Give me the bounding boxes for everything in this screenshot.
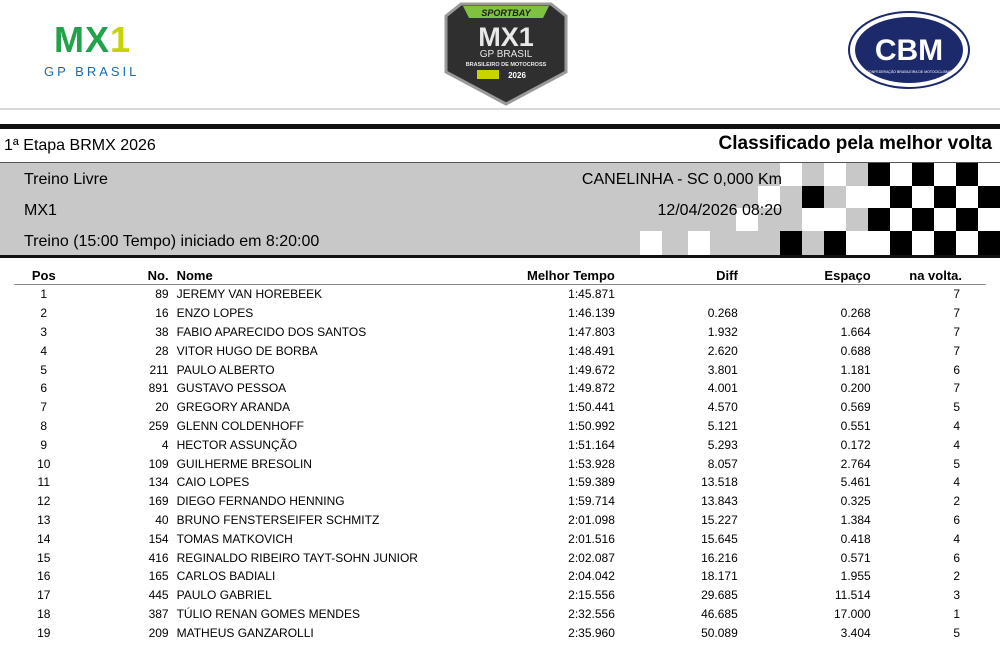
cell-diff: 13.518	[701, 475, 738, 490]
mx1-gp-brasil-2026-badge	[441, 2, 571, 106]
cell-no: 28	[155, 343, 169, 358]
cell-lap: 4	[953, 437, 960, 452]
cell-no: 154	[148, 531, 169, 546]
cell-best: 2:04.042	[568, 569, 615, 584]
table-row	[14, 285, 986, 304]
svg-text:CONFEDERAÇÃO BRASILEIRA DE MOT: CONFEDERAÇÃO BRASILEIRA DE MOTOCICLISMO	[866, 70, 952, 74]
cell-diff: 1.932	[707, 324, 738, 339]
col-best-header: Melhor Tempo	[527, 267, 615, 283]
cell-no: 109	[148, 456, 169, 471]
col-gap-header: Espaço	[824, 267, 871, 283]
svg-text:MX1: MX1	[478, 22, 534, 52]
cell-name: HECTOR ASSUNÇÃO	[176, 437, 298, 452]
table-row	[14, 605, 986, 624]
results-table	[14, 266, 986, 642]
cell-no: 891	[148, 381, 169, 396]
cell-best: 2:02.087	[568, 550, 615, 565]
cell-diff: 15.645	[701, 531, 738, 546]
cell-best: 1:51.164	[568, 437, 615, 452]
cell-pos: 19	[37, 625, 51, 640]
cell-gap: 2.764	[840, 456, 871, 471]
cell-name: DIEGO FERNANDO HENNING	[176, 494, 345, 509]
table-header-row	[14, 266, 986, 285]
cell-best: 1:46.139	[568, 306, 615, 321]
cell-best: 1:48.491	[568, 343, 615, 358]
table-row	[14, 567, 986, 586]
cell-gap: 1.181	[840, 362, 871, 377]
cell-diff: 5.121	[707, 418, 738, 433]
cell-best: 2:01.516	[568, 531, 615, 546]
cell-pos: 18	[37, 606, 51, 621]
cell-diff: 16.216	[701, 550, 738, 565]
cell-pos: 14	[37, 531, 51, 546]
cell-best: 1:50.441	[568, 400, 615, 415]
cell-name: ENZO LOPES	[176, 306, 254, 321]
cell-best: 1:59.714	[568, 494, 615, 509]
cell-diff: 15.227	[701, 512, 738, 527]
table-row	[14, 341, 986, 360]
cell-gap: 0.418	[840, 531, 871, 546]
cell-name: BRUNO FENSTERSEIFER SCHMITZ	[176, 512, 380, 527]
cell-name: CARLOS BADIALI	[176, 569, 276, 584]
cell-name: GREGORY ARANDA	[176, 400, 291, 415]
cell-diff: 3.801	[707, 362, 738, 377]
cell-lap: 6	[953, 362, 960, 377]
cell-gap: 17.000	[833, 606, 871, 621]
cell-pos: 2	[40, 306, 48, 321]
cell-name: VITOR HUGO DE BORBA	[176, 343, 318, 358]
mx1-gp-brasil-logo: MX1 GP BRASIL	[44, 19, 140, 79]
table-row	[14, 323, 986, 342]
cell-name: MATHEUS GANZAROLLI	[176, 625, 314, 640]
cell-diff: 4.570	[707, 400, 738, 415]
cell-name: GUSTAVO PESSOA	[176, 381, 287, 396]
cell-pos: 17	[37, 588, 51, 603]
table-row	[14, 360, 986, 379]
cell-no: 38	[155, 324, 169, 339]
cell-lap: 7	[953, 287, 960, 302]
cell-lap: 6	[953, 512, 960, 527]
cell-gap: 0.268	[840, 306, 871, 321]
cell-pos: 13	[37, 512, 51, 527]
cell-pos: 6	[40, 381, 48, 396]
cell-name: CAIO LOPES	[176, 475, 250, 490]
cell-no: 20	[155, 400, 169, 415]
col-lap-header: na volta.	[909, 267, 962, 283]
cell-name: JEREMY VAN HOREBEEK	[176, 287, 323, 302]
cell-diff: 8.057	[707, 456, 738, 471]
svg-text:GP BRASIL: GP BRASIL	[479, 49, 533, 60]
cell-diff: 18.171	[701, 569, 738, 584]
cell-diff: 0.268	[707, 306, 738, 321]
cell-gap	[738, 285, 871, 304]
cell-no: 259	[148, 418, 169, 433]
cell-lap: 4	[953, 418, 960, 433]
classification-title: Classificado pela melhor volta	[718, 133, 992, 154]
cell-best: 1:47.803	[568, 324, 615, 339]
table-row	[14, 623, 986, 642]
cell-lap: 5	[953, 400, 960, 415]
cell-pos: 1	[40, 287, 48, 302]
cell-diff: 13.843	[701, 494, 738, 509]
table-row	[14, 586, 986, 605]
cell-gap: 5.461	[840, 475, 871, 490]
cell-pos: 15	[37, 550, 51, 565]
cell-no: 16	[155, 306, 169, 321]
cell-lap: 4	[953, 531, 960, 546]
cell-lap: 7	[953, 324, 960, 339]
table-row	[14, 473, 986, 492]
cell-diff: 46.685	[701, 606, 738, 621]
cell-lap: 2	[953, 569, 960, 584]
cell-gap: 0.325	[840, 494, 871, 509]
table-row	[14, 417, 986, 436]
col-no-header: No.	[147, 267, 169, 283]
cell-pos: 4	[40, 343, 48, 358]
session-name: Treino Livre	[24, 171, 108, 188]
cell-diff: 5.293	[707, 437, 738, 452]
cell-gap: 1.955	[840, 569, 871, 584]
session-info-panel	[0, 162, 1000, 258]
table-row	[14, 379, 986, 398]
table-row	[14, 435, 986, 454]
table-row	[14, 511, 986, 530]
table-row	[14, 304, 986, 323]
cell-no: 40	[155, 512, 169, 527]
table-row	[14, 454, 986, 473]
table-row	[14, 398, 986, 417]
cell-gap: 0.172	[840, 437, 871, 452]
event-title: 1ª Etapa BRMX 2026	[4, 137, 156, 154]
cell-name: REGINALDO RIBEIRO TAYT-SOHN JUNIOR	[176, 550, 418, 565]
cell-best: 1:59.389	[568, 475, 615, 490]
cell-gap: 0.688	[840, 343, 871, 358]
cell-name: TOMAS MATKOVICH	[176, 531, 293, 546]
cell-best: 2:15.556	[568, 588, 615, 603]
cell-best: 2:01.098	[568, 512, 615, 527]
session-datetime: 12/04/2026 08:20	[657, 202, 782, 219]
cell-name: PAULO GABRIEL	[176, 588, 272, 603]
cell-no: 445	[148, 588, 169, 603]
table-row	[14, 529, 986, 548]
cell-best: 1:45.871	[568, 287, 615, 302]
cell-no: 165	[148, 569, 169, 584]
cell-diff: 4.001	[707, 381, 738, 396]
cell-lap: 2	[953, 494, 960, 509]
cell-gap: 0.551	[840, 418, 871, 433]
cell-diff	[615, 285, 738, 304]
col-diff-header: Diff	[716, 267, 738, 283]
svg-text:2026: 2026	[508, 71, 526, 80]
cell-no: 134	[148, 475, 169, 490]
cell-lap: 3	[953, 588, 960, 603]
results-body	[14, 285, 986, 643]
cell-lap: 5	[953, 625, 960, 640]
cell-best: 2:35.960	[568, 625, 615, 640]
svg-text:BRASILEIRO DE MOTOCROSS: BRASILEIRO DE MOTOCROSS	[465, 62, 547, 68]
cell-best: 2:32.556	[568, 606, 615, 621]
cell-lap: 7	[953, 306, 960, 321]
cell-gap: 11.514	[834, 588, 871, 603]
cell-no: 209	[148, 625, 169, 640]
cell-pos: 16	[37, 569, 51, 584]
cell-gap: 3.404	[840, 625, 871, 640]
cell-gap: 1.384	[840, 512, 871, 527]
svg-text:SPORTBAY: SPORTBAY	[481, 8, 531, 18]
cell-no: 169	[148, 494, 169, 509]
cell-pos: 9	[40, 437, 48, 452]
cell-best: 1:50.992	[568, 418, 615, 433]
cell-gap: 0.569	[840, 400, 871, 415]
cell-name: FABIO APARECIDO DOS SANTOS	[176, 324, 367, 339]
table-row	[14, 492, 986, 511]
cell-pos: 7	[40, 400, 48, 415]
cell-gap: 1.664	[840, 324, 871, 339]
cell-best: 1:49.872	[568, 381, 615, 396]
cell-lap: 5	[953, 456, 960, 471]
cell-name: TÚLIO RENAN GOMES MENDES	[176, 606, 360, 621]
header	[0, 0, 1000, 110]
cell-diff: 50.089	[701, 625, 738, 640]
cell-no: 387	[148, 606, 169, 621]
session-start-info: Treino (15:00 Tempo) iniciado em 8:20:00	[24, 233, 320, 250]
cell-no: 416	[148, 550, 169, 565]
cell-lap: 1	[953, 606, 960, 621]
col-name-header: Nome	[176, 267, 213, 283]
cell-name: GLENN COLDENHOFF	[176, 418, 304, 433]
cell-diff: 29.685	[701, 588, 738, 603]
cell-gap: 0.571	[840, 550, 871, 565]
track-location: CANELINHA - SC 0,000 Km	[581, 171, 782, 188]
cell-pos: 12	[37, 494, 51, 509]
cell-pos: 5	[40, 362, 48, 377]
svg-text:CBM: CBM	[874, 34, 944, 67]
cell-lap: 7	[953, 381, 960, 396]
table-row	[14, 548, 986, 567]
cell-lap: 4	[953, 475, 960, 490]
cell-name: PAULO ALBERTO	[176, 362, 275, 377]
cell-pos: 11	[37, 475, 50, 490]
cell-best: 1:53.928	[568, 456, 615, 471]
category-name: MX1	[24, 202, 57, 219]
cell-no: 4	[161, 437, 169, 452]
cell-no: 211	[149, 362, 169, 377]
cbm-logo	[847, 10, 971, 90]
cell-best: 1:49.672	[568, 362, 615, 377]
cell-pos: 10	[37, 456, 51, 471]
title-row	[0, 129, 1000, 161]
cell-gap: 0.200	[840, 381, 871, 396]
cell-lap: 7	[953, 343, 960, 358]
cell-pos: 8	[40, 418, 48, 433]
cell-name: GUILHERME BRESOLIN	[176, 456, 312, 471]
cell-pos: 3	[40, 324, 48, 339]
cell-diff: 2.620	[707, 343, 738, 358]
cell-no: 89	[155, 287, 169, 302]
col-pos-header: Pos	[31, 267, 56, 283]
cell-lap: 6	[953, 550, 960, 565]
